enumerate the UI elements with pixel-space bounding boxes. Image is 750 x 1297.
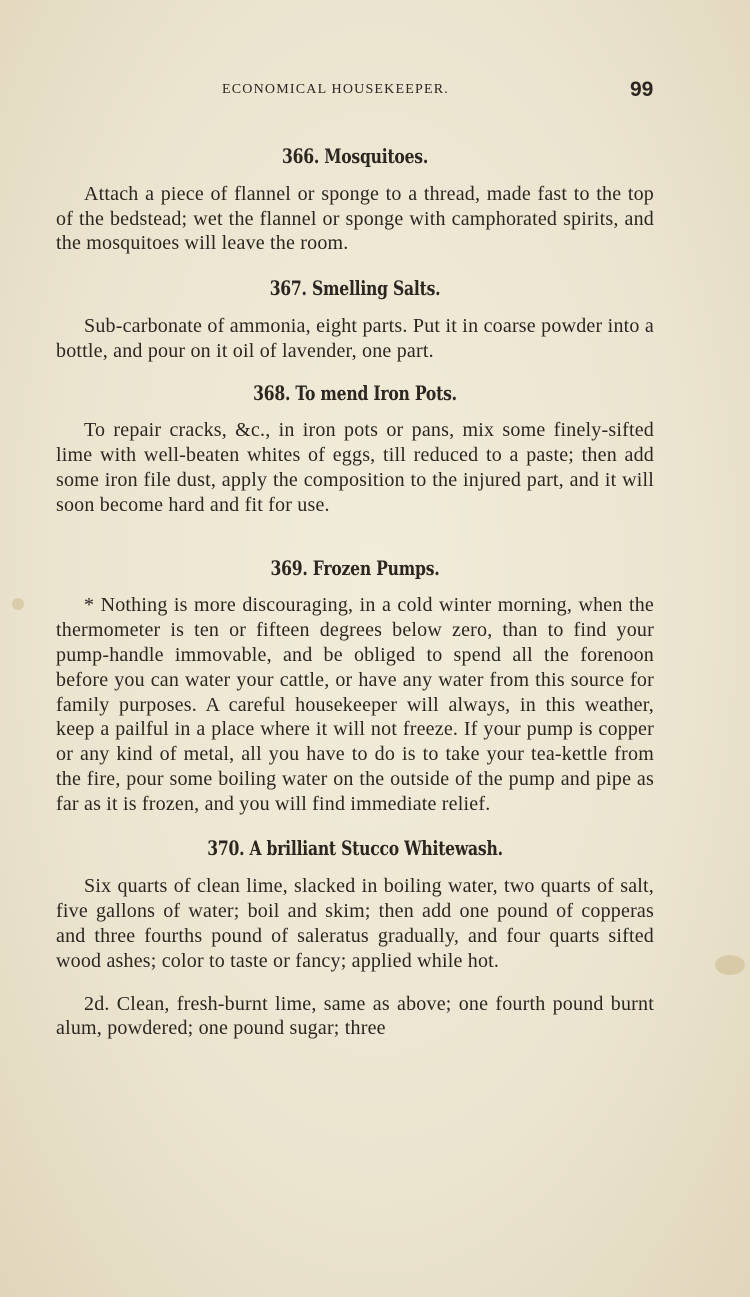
section-heading: 369. Frozen Pumps. — [270, 555, 440, 580]
paper-stain — [715, 955, 745, 975]
page-body — [56, 138, 654, 1041]
section-paragraph: Attach a piece of flannel or sponge to a thread, made fast to the top of the bedstead; wet the flannel or sponge with camphorated spirits, and the mosquitoes will leave the room. — [56, 182, 654, 255]
section-paragraph: Sub-carbonate of ammonia, eight parts. Put it in coarse powder into a bottle, and pour on it oil of lavender, one part. — [56, 314, 654, 362]
paper-stain — [12, 598, 24, 610]
page-number: 99 — [630, 78, 654, 101]
page-header — [0, 80, 750, 104]
section-paragraph: Six quarts of clean lime, slacked in boiling water, two quarts of salt, five gallons of water; boil and skim; then add one pound of copperas and three fourths pound of saleratus gradually, and four quarts sifted wood ashes; color to taste or fancy; applied while hot. — [56, 875, 654, 972]
section-paragraph: 2d. Clean, fresh-burnt lime, same as above; one fourth pound burnt alum, powdered; one pound sugar; three — [56, 992, 654, 1040]
section-paragraph: To repair cracks, &c., in iron pots or pans, mix some finely-sifted lime with well-beaten whites of eggs, till reduced to a paste; then add some iron file dust, apply the composition to the injured part, and it will soon become hard and fit for use. — [56, 419, 654, 516]
section-heading: 367. Smelling Salts. — [269, 276, 441, 301]
section-heading: 366. Mosquitoes. — [281, 144, 429, 168]
section-paragraph: * Nothing is more discouraging, in a cold winter morning, when the thermometer is ten or fifteen degrees below zero, than to find your pump-handle immovable, and be obliged to spend all the forenoon before you can water your cattle, or have any water from this source for family purposes. A careful housekeeper will always, in this weather, keep a pailful in a place where it will not freeze. If your pump is copper or any kind of metal, all you have to do is to take your tea-kettle from the fire, pour some boiling water on the outside of the pump and pipe as far as it is frozen, and you will find immediate relief. — [56, 594, 654, 815]
section-heading: 370. A brilliant Stucco Whitewash. — [207, 835, 503, 860]
section-heading: 368. To mend Iron Pots. — [253, 380, 457, 405]
running-head: ECONOMICAL HOUSEKEEPER. — [222, 82, 449, 97]
